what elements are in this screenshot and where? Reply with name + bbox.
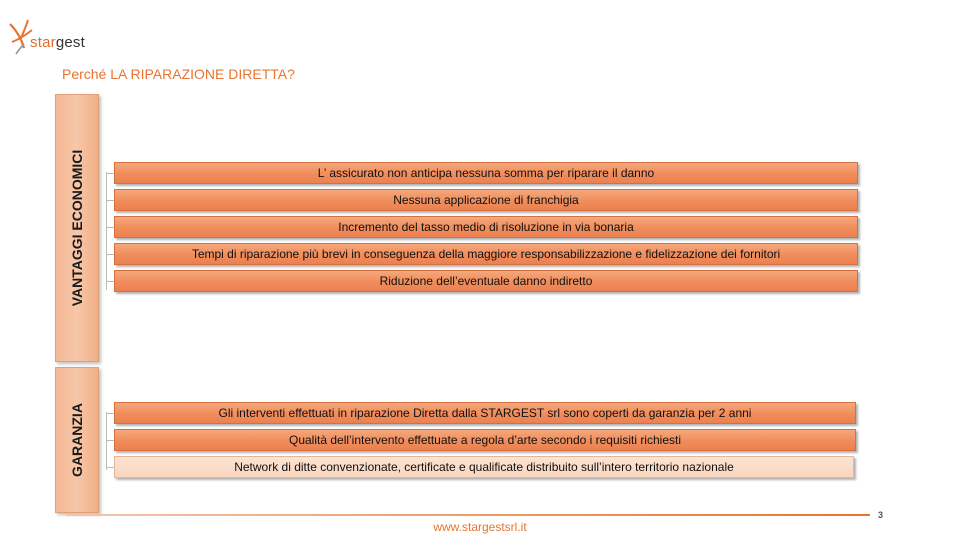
slide-title: Perché LA RIPARAZIONE DIRETTA?	[62, 66, 295, 82]
page-number: 3	[878, 510, 884, 520]
benefit-item: Nessuna applicazione di franchigia	[114, 189, 858, 211]
brand-logo-suffix: gest	[55, 34, 85, 51]
guarantee-item: Network di ditte convenzionate, certificate e qualificate distribuito sull’intero territorio nazionale	[114, 456, 854, 478]
footer-divider	[66, 514, 870, 516]
section-label-vantaggi-economici	[55, 94, 99, 362]
benefit-item: Riduzione dell’eventuale danno indiretto	[114, 270, 858, 292]
benefit-item: Incremento del tasso medio di risoluzione in via bonaria	[114, 216, 858, 238]
benefit-item: L’ assicurato non anticipa nessuna somma per riparare il danno	[114, 162, 858, 184]
benefit-item: Tempi di riparazione più brevi in conseguenza della maggiore responsabilizzazione e fidelizzazione dei fornitori	[114, 243, 858, 265]
website-link[interactable]: www.stargestsrl.it	[433, 520, 527, 534]
section-label-garanzia	[55, 367, 99, 513]
section-label-text: GARANZIA	[69, 403, 85, 477]
guarantee-item: Qualità dell’intervento effettuate a regola d’arte secondo i requisiti richiesti	[114, 429, 856, 451]
guarantee-item: Gli interventi effettuati in riparazione Diretta dalla STARGEST srl sono coperti da garanzia per 2 anni	[114, 402, 856, 424]
brand-logo-text	[30, 34, 85, 51]
section-label-text: VANTAGGI ECONOMICI	[69, 149, 85, 307]
brand-logo-prefix: star	[30, 34, 56, 51]
